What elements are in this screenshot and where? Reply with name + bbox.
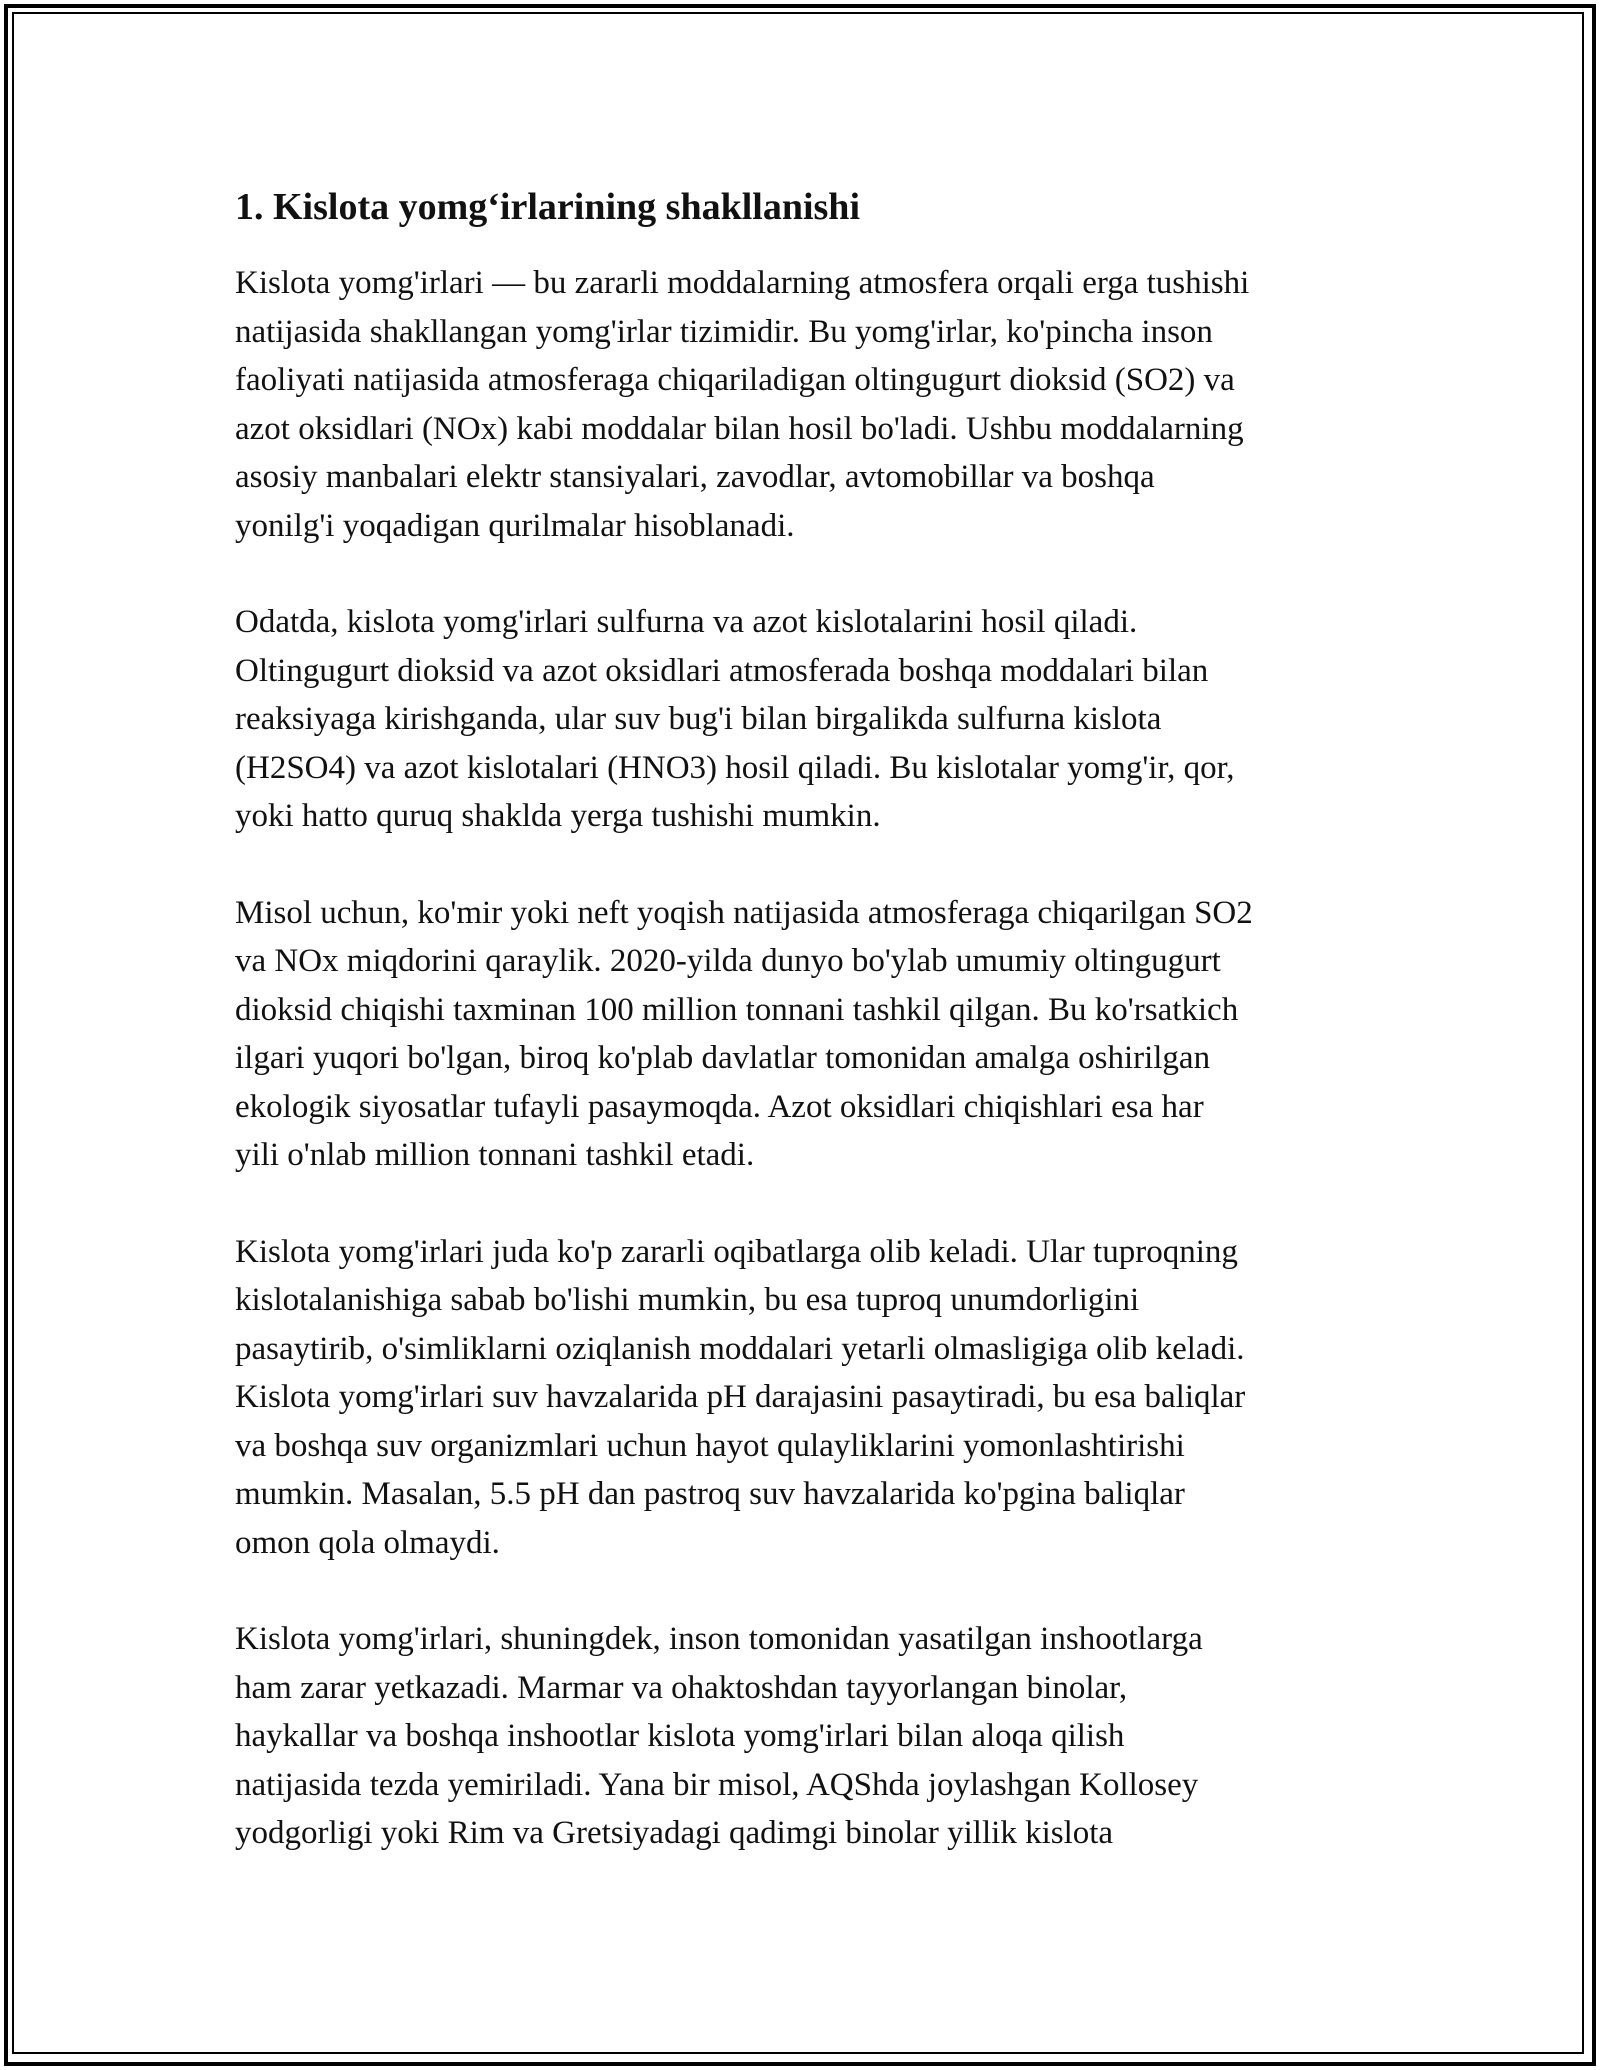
text-line: ham zarar yetkazadi. Marmar va ohaktoshdan tayyorlangan binolar, [235,1669,1128,1706]
text-line: dioksid chiqishi taxminan 100 million tonnani tashkil qilgan. Bu ko'rsatkich [235,991,1239,1028]
text-line: azot oksidlari (NOx) kabi moddalar bilan hosil bo'ladi. Ushbu moddalarning [235,410,1244,447]
document-body [235,183,1375,1906]
text-line: Oltingugurt dioksid va azot oksidlari atmosferada boshqa moddalari bilan [235,652,1209,689]
paragraph-emissions [235,889,1375,1180]
paragraph-structures [235,1615,1375,1858]
text-line: natijasida shakllangan yomg'irlar tizimidir. Bu yomg'irlar, ko'pincha inson [235,313,1213,350]
text-line: Kislota yomg'irlari juda ko'p zararli oqibatlarga olib keladi. Ular tuproqning [235,1233,1238,1270]
text-line: Kislota yomg'irlari suv havzalarida pH darajasini pasaytiradi, bu esa baliqlar [235,1379,1246,1415]
text-line: ilgari yuqori bo'lgan, biroq ko'plab davlatlar tomonidan amalga oshirilgan [235,1040,1211,1076]
text-line: Odatda, kislota yomg'irlari sulfurna va azot kislotalarini hosil qiladi. [235,604,1138,640]
section-heading: 1. Kislota yomg‘irlarining shakllanishi [235,186,860,228]
text-line: natijasida tezda yemiriladi. Yana bir misol, AQShda joylashgan Kollosey [235,1766,1199,1803]
text-line: ekologik siyosatlar tufayli pasaymoqda. Azot oksidlari chiqishlari esa har [235,1088,1204,1125]
text-line: kislotalanishiga sabab bo'lishi mumkin, bu esa tuproq unumdorligini [235,1282,1140,1318]
text-line: asosiy manbalari elektr stansiyalari, zavodlar, avtomobillar va boshqa [235,459,1155,495]
text-line: yili o'nlab million tonnani tashkil etadi. [235,1137,755,1173]
text-line: reaksiyaga kirishganda, ular suv bug'i bilan birgalikda sulfurna kislota [235,701,1162,737]
text-line: haykallar va boshqa inshootlar kislota yomg'irlari bilan aloqa qilish [235,1718,1125,1754]
text-line: yodgorligi yoki Rim va Gretsiyadagi qadimgi binolar yillik kislota [235,1815,1114,1851]
text-line: yonilg'i yoqadigan qurilmalar hisoblanadi. [235,507,795,544]
text-line: mumkin. Masalan, 5.5 pH dan pastroq suv havzalarida ko'pgina baliqlar [235,1476,1185,1512]
text-line: (H2SO4) va azot kislotalari (HNO3) hosil qiladi. Bu kislotalar yomg'ir, qor, [235,749,1235,786]
paragraph-effects [235,1228,1375,1568]
paragraph-acids [235,598,1375,841]
text-line: yoki hatto quruq shaklda yerga tushishi mumkin. [235,798,881,834]
text-line: faoliyati natijasida atmosferaga chiqariladigan oltingugurt dioksid (SO2) va [235,362,1235,398]
text-line: Misol uchun, ko'mir yoki neft yoqish natijasida atmosferaga chiqarilgan SO2 [235,894,1253,931]
paragraph-formation [235,259,1375,550]
text-line: Kislota yomg'irlari — bu zararli moddalarning atmosfera orqali erga tushishi [235,265,1250,301]
text-line: omon qola olmaydi. [235,1524,500,1561]
text-line: va NOx miqdorini qaraylik. 2020-yilda dunyo bo'ylab umumiy oltingugurt [235,943,1221,979]
text-line: Kislota yomg'irlari, shuningdek, inson tomonidan yasatilgan inshootlarga [235,1621,1203,1657]
text-line: va boshqa suv organizmlari uchun hayot qulayliklarini yomonlashtirishi [235,1427,1185,1464]
text-line: pasaytirib, o'simliklarni oziqlanish moddalari yetarli olmasligiga olib keladi. [235,1330,1245,1367]
